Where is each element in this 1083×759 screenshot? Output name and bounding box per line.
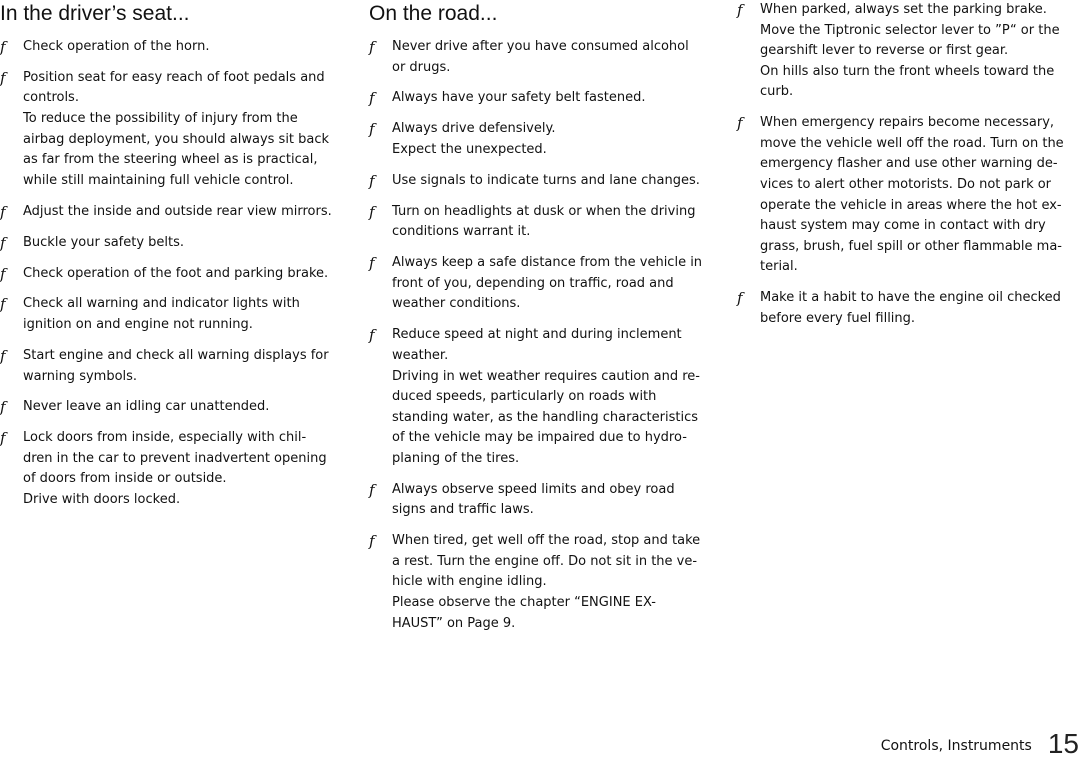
- item-text-line: signs and traffic laws.: [392, 502, 534, 518]
- list-item: [369, 253, 715, 315]
- section-heading: In the driver’s seat...: [0, 2, 190, 25]
- bullet-icon: f: [0, 202, 6, 221]
- item-text-line: Never leave an idling car unattended.: [23, 399, 270, 415]
- checklist: [369, 37, 715, 634]
- bullet-icon: f: [737, 289, 743, 308]
- list-item: [369, 202, 715, 243]
- bullet-icon: f: [0, 233, 6, 252]
- item-text-line: Make it a habit to have the engine oil checked: [760, 290, 1061, 306]
- item-text-line: weather.: [392, 347, 449, 363]
- item-text-line: gearshift lever to reverse or first gear.: [760, 43, 1009, 59]
- item-text-line: before every fuel filling.: [760, 310, 916, 326]
- item-text-line: Always keep a safe distance from the vehicle in: [392, 255, 703, 271]
- checklist: [0, 37, 344, 511]
- column-continued: [737, 0, 1081, 340]
- item-text-line: emergency flasher and use other warning de-: [760, 156, 1058, 172]
- item-text-line: vices to alert other motorists. Do not park or: [760, 177, 1052, 193]
- bullet-icon: f: [0, 346, 6, 365]
- item-text-line: Lock doors from inside, especially with chil-: [23, 430, 307, 446]
- item-text-line: curb.: [760, 84, 794, 100]
- list-item: [0, 202, 344, 223]
- item-text-line: standing water, as the handling characteristics: [392, 409, 699, 425]
- list-item: [0, 233, 344, 254]
- item-text-line: Never drive after you have consumed alcohol: [392, 39, 689, 54]
- item-text-line: Move the Tiptronic selector lever to ”P“ or the: [760, 22, 1060, 38]
- list-item: [0, 428, 344, 510]
- item-text-line: ignition on and engine not running.: [23, 317, 253, 333]
- item-text-line: duced speeds, particularly on roads with: [392, 389, 657, 405]
- page-footer: [881, 719, 1079, 759]
- list-item: [0, 264, 344, 285]
- list-item: [0, 397, 344, 418]
- item-text-line: of doors from inside or outside.: [23, 471, 227, 487]
- list-item: [369, 37, 715, 78]
- list-item: [369, 119, 715, 160]
- list-item: [369, 531, 715, 634]
- item-text-line: a rest. Turn the engine off. Do not sit in the ve-: [392, 553, 698, 569]
- list-item: [737, 288, 1081, 329]
- bullet-icon: f: [369, 171, 375, 190]
- list-item: [0, 37, 344, 58]
- item-text-line: When parked, always set the parking brake.: [760, 2, 1047, 17]
- bullet-icon: f: [0, 38, 6, 56]
- item-text-line: Check operation of the horn.: [23, 39, 210, 54]
- item-text-line: as far from the steering wheel as is practical,: [23, 152, 318, 168]
- list-item: [369, 88, 715, 109]
- item-text-line: Check operation of the foot and parking brake.: [23, 265, 329, 281]
- item-text-line: Reduce speed at night and during inclement: [392, 327, 682, 343]
- list-item: [0, 346, 344, 387]
- item-text-line: move the vehicle well off the road. Turn on the: [760, 135, 1064, 151]
- list-item: [0, 68, 344, 192]
- item-text-line: or drugs.: [392, 59, 451, 75]
- item-text-line: When emergency repairs become necessary,: [760, 115, 1055, 131]
- item-text-line: hicle with engine idling.: [392, 574, 547, 590]
- list-item: [737, 113, 1081, 278]
- item-text-line: weather conditions.: [392, 296, 521, 312]
- item-text-line: terial.: [760, 259, 798, 275]
- item-text-line: Turn on headlights at dusk or when the driving: [392, 203, 696, 219]
- chapter-label: Controls, Instruments: [880, 738, 1032, 754]
- item-text-line: Check all warning and indicator lights with: [23, 296, 300, 312]
- item-text-line: Drive with doors locked.: [23, 492, 181, 508]
- bullet-icon: f: [369, 202, 375, 221]
- item-text-line: dren in the car to prevent inadvertent opening: [23, 450, 327, 466]
- bullet-icon: f: [369, 254, 375, 273]
- bullet-icon: f: [369, 38, 375, 56]
- section-heading: On the road...: [369, 2, 498, 25]
- bullet-icon: f: [737, 1, 743, 19]
- item-text-line: Adjust the inside and outside rear view mirrors.: [23, 203, 332, 219]
- bullet-icon: f: [369, 480, 375, 499]
- item-text-line: Buckle your safety belts.: [23, 234, 185, 250]
- item-text-line: warning symbols.: [23, 368, 138, 384]
- item-text-line: To reduce the possibility of injury from the: [23, 111, 298, 127]
- column-drivers-seat: [0, 0, 344, 521]
- bullet-icon: f: [0, 264, 6, 283]
- item-text-line: while still maintaining full vehicle control.: [23, 172, 294, 188]
- item-text-line: airbag deployment, you should always sit back: [23, 131, 330, 147]
- item-text-line: Start engine and check all warning displays for: [23, 347, 329, 363]
- item-text-line: of the vehicle may be impaired due to hydro-: [392, 430, 687, 446]
- item-text-line: HAUST” on Page 9.: [392, 615, 516, 631]
- item-text-line: Driving in wet weather requires caution and re-: [392, 368, 700, 384]
- page-number: 15: [1047, 728, 1079, 759]
- list-item: [369, 480, 715, 521]
- bullet-icon: f: [737, 114, 743, 133]
- item-text-line: Always observe speed limits and obey road: [392, 481, 675, 497]
- item-text-line: Always have your safety belt fastened.: [392, 90, 646, 106]
- bullet-icon: f: [0, 68, 6, 87]
- item-text-line: On hills also turn the front wheels toward the: [760, 63, 1055, 79]
- column-on-the-road: [369, 0, 715, 645]
- item-text-line: grass, brush, fuel spill or other flammable ma-: [760, 238, 1062, 254]
- item-text-line: Always drive defensively.: [392, 121, 556, 137]
- item-text-line: conditions warrant it.: [392, 224, 531, 240]
- item-text-line: haust system may come in contact with dry: [760, 218, 1046, 234]
- bullet-icon: f: [369, 120, 375, 139]
- bullet-icon: f: [0, 295, 6, 314]
- item-text-line: planing of the tires.: [392, 450, 520, 466]
- bullet-icon: f: [369, 326, 375, 345]
- list-item: [369, 325, 715, 469]
- bullet-icon: f: [369, 532, 375, 551]
- item-text-line: front of you, depending on traffic, road and: [392, 275, 674, 291]
- item-text-line: Please observe the chapter “ENGINE EX-: [392, 595, 656, 611]
- item-text-line: When tired, get well off the road, stop and take: [392, 533, 701, 549]
- item-text-line: Position seat for easy reach of foot pedals and: [23, 69, 325, 85]
- list-item: [0, 294, 344, 335]
- item-text-line: operate the vehicle in areas where the hot ex-: [760, 197, 1062, 213]
- checklist: [737, 0, 1081, 330]
- item-text-line: Expect the unexpected.: [392, 141, 547, 157]
- item-text-line: Use signals to indicate turns and lane changes.: [392, 172, 700, 188]
- bullet-icon: f: [0, 429, 6, 448]
- bullet-icon: f: [0, 398, 6, 417]
- list-item: [369, 171, 715, 192]
- bullet-icon: f: [369, 89, 375, 108]
- item-text-line: controls.: [23, 90, 79, 106]
- list-item: [737, 0, 1081, 103]
